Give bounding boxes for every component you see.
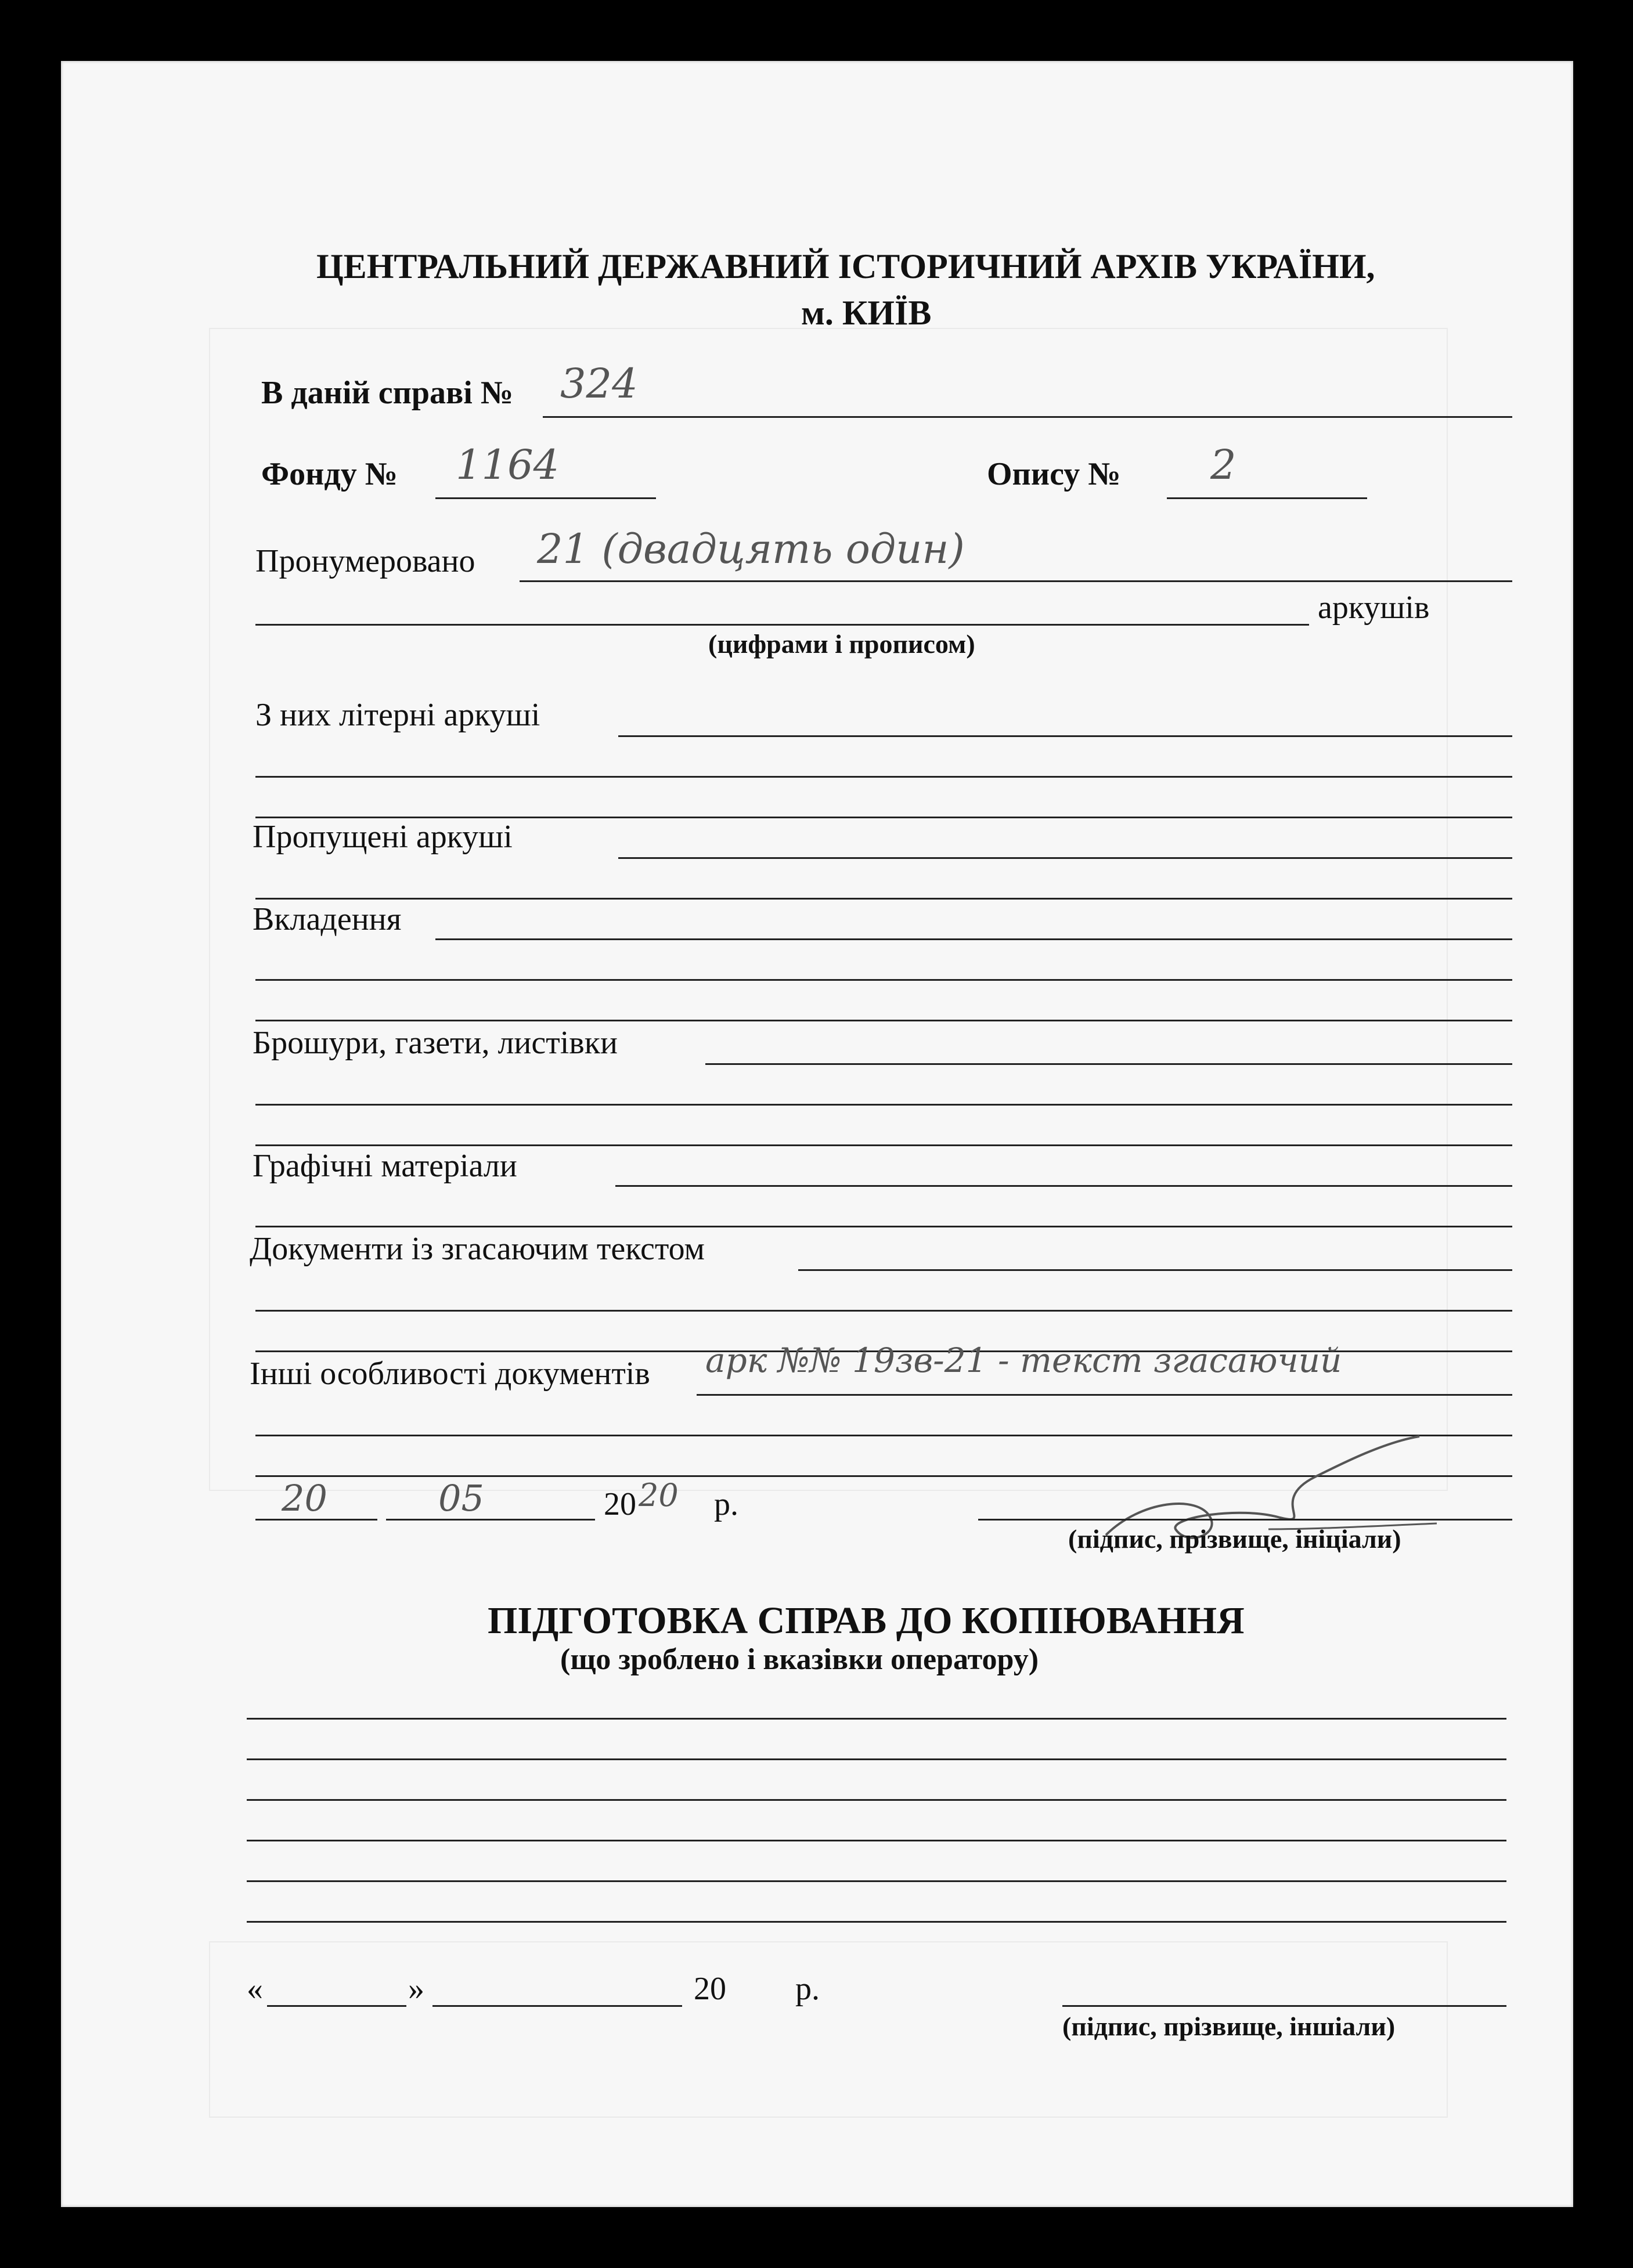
brochures-line-3 [255,1144,1512,1146]
fond-label: Фонду № [261,456,398,492]
skipped-sheets-line-2 [255,898,1512,900]
case-label: В даній справі № [261,375,514,411]
case-underline [543,416,1512,418]
fading-docs-label: Документи із згасаючим текстом [250,1231,705,1267]
case-number-value: 324 [560,360,638,407]
graphics-label: Графічні матеріали [253,1148,517,1184]
date1-day-value: 20 [282,1477,327,1519]
skipped-sheets-label: Пропущені аркуші [253,819,513,855]
numbered-label: Пронумеровано [255,543,475,579]
section2-line-1 [247,1718,1506,1720]
date1-year-suffix: 20 [639,1477,679,1514]
fading-docs-line-2 [255,1310,1512,1312]
numbered-hint: (цифрами і прописом) [708,629,975,659]
numbered-underline-1 [520,580,1512,582]
signature-2-hint: (підпис, прізвище, іншіали) [1062,2011,1396,2041]
section2-line-4 [247,1840,1506,1841]
date1-month-value: 05 [438,1477,484,1519]
date2-day-line [267,2005,406,2007]
numbered-suffix: аркушів [1318,590,1430,626]
opys-label: Опису № [987,456,1121,492]
graphics-line-1 [615,1185,1512,1187]
section2-line-2 [247,1758,1506,1760]
attachments-line-1 [435,938,1512,940]
signature-1-line [978,1519,1512,1521]
numbered-underline-2 [255,624,1309,626]
brochures-line-1 [705,1063,1512,1065]
letter-sheets-label: З них літерні аркуші [255,697,540,733]
signature-1-hint: (підпис, прізвище, ініціали) [1068,1524,1401,1554]
date2-year-prefix: 20 [694,1971,726,2007]
opys-underline [1167,497,1367,499]
archive-name: ЦЕНТРАЛЬНИЙ ДЕРЖАВНИЙ ІСТОРИЧНИЙ АРХІВ УКРАЇНИ, [316,247,1375,286]
other-features-value: арк №№ 19зв-21 - текст згасаючий [705,1341,1342,1380]
other-features-label: Інші особливості документів [250,1356,650,1392]
section2-line-5 [247,1880,1506,1882]
date1-day-line [255,1519,377,1521]
opys-number-value: 2 [1210,441,1237,489]
attachments-line-2 [255,979,1512,981]
section2-title: ПІДГОТОВКА СПРАВ ДО КОПІЮВАННЯ [488,1599,1245,1642]
date2-month-line [432,2005,682,2007]
archive-form-sheet [61,61,1573,2207]
letter-sheets-line-1 [618,735,1512,737]
date2-open-quote: « [247,1971,263,2007]
fond-number-value: 1164 [456,441,560,489]
fading-docs-line-1 [798,1269,1512,1271]
skipped-sheets-line-1 [618,857,1512,859]
date2-year-unit: р. [795,1971,820,2007]
signature-2-line [1062,2005,1506,2007]
fond-underline [435,497,656,499]
graphics-line-2 [255,1226,1512,1227]
numbered-value: 21 (двадцять один) [537,525,965,573]
brochures-label: Брошури, газети, листівки [253,1025,618,1061]
brochures-line-2 [255,1104,1512,1106]
section2-line-3 [247,1799,1506,1801]
date1-year-unit: р. [714,1486,738,1522]
date1-year-prefix: 20 [604,1486,636,1522]
other-features-line-1 [697,1394,1512,1396]
section2-subtitle: (що зроблено і вказівки оператору) [560,1643,1039,1676]
section2-line-6 [247,1921,1506,1923]
date2-close-quote: » [408,1971,424,2007]
letter-sheets-line-2 [255,776,1512,778]
archive-city: м. КИЇВ [801,294,932,332]
attachments-label: Вкладення [253,901,402,937]
date1-month-line [386,1519,595,1521]
attachments-line-3 [255,1020,1512,1021]
